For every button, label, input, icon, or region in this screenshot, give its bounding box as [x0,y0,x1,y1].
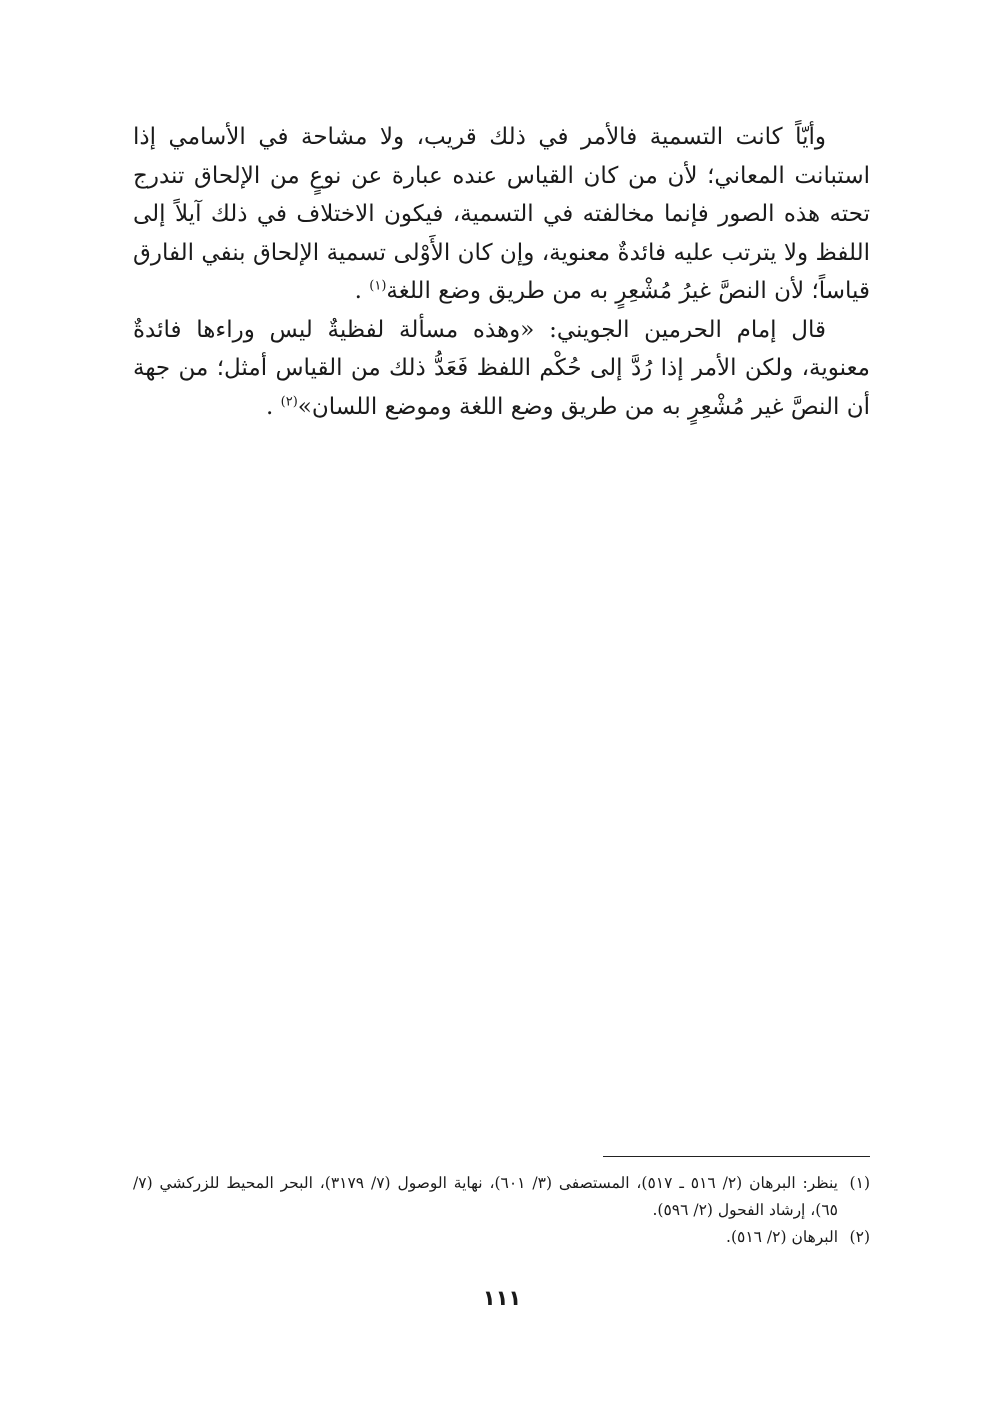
paragraph-text: قال إمام الحرمين الجويني: «وهذه مسألة لفظيةٌ ليس وراءها فائدةٌ معنوية، ولكن الأمر إذا رُدَّ إلى حُكْم اللفظ فَعَدُّ ذلك من القياس أمثل؛ من جهة أن النصَّ غير مُشْعِرٍ به من طريق وضع اللغة وموضع اللسان» [133,316,870,420]
paragraph-juwayni-quote [133,311,870,427]
footnote-text: ينظر: البرهان (٢/ ٥١٦ ـ ٥١٧)، المستصفى (٣/ ٦٠١)، نهاية الوصول (٧/ ٣١٧٩)، البحر المحيط للزركشي (٧/ ٦٥)، إرشاد الفحول (٢/ ٥٩٦). [133,1174,838,1219]
footnote-number: (٢) [849,1228,870,1246]
footnote-reference[interactable]: (١) [369,278,387,294]
paragraph-naming-discussion [133,118,870,311]
footnote-2 [133,1224,870,1251]
footnote-text: البرهان (٢/ ٥١٦). [726,1228,838,1246]
main-text [133,118,870,426]
footnote-number: (١) [849,1174,870,1192]
paragraph-tail: . [266,393,281,420]
footnote-reference[interactable]: (٢) [280,393,298,409]
page-number: ١١١ [482,1286,522,1310]
footnotes [133,1170,870,1251]
footnote-1 [133,1170,870,1224]
paragraph-text: وأيّاً كانت التسمية فالأمر في ذلك قريب، ولا مشاحة في الأسامي إذا استبانت المعاني؛ لأن من كان القياس عنده عبارة عن نوعٍ من الإلحاق تندرج تحته هذه الصور فإنما مخالفته في التسمية، فيكون الاختلاف في ذلك آيلاً إلى اللفظ ولا يترتب عليه فائدةٌ معنوية، وإن كان الأَوْلى تسمية الإلحاق بنفي الفارق قياساً؛ لأن النصَّ غيرُ مُشْعِرٍ به من طريق وضع اللغة [133,124,870,304]
footnote-separator [603,1156,870,1157]
paragraph-tail: . [354,278,370,304]
